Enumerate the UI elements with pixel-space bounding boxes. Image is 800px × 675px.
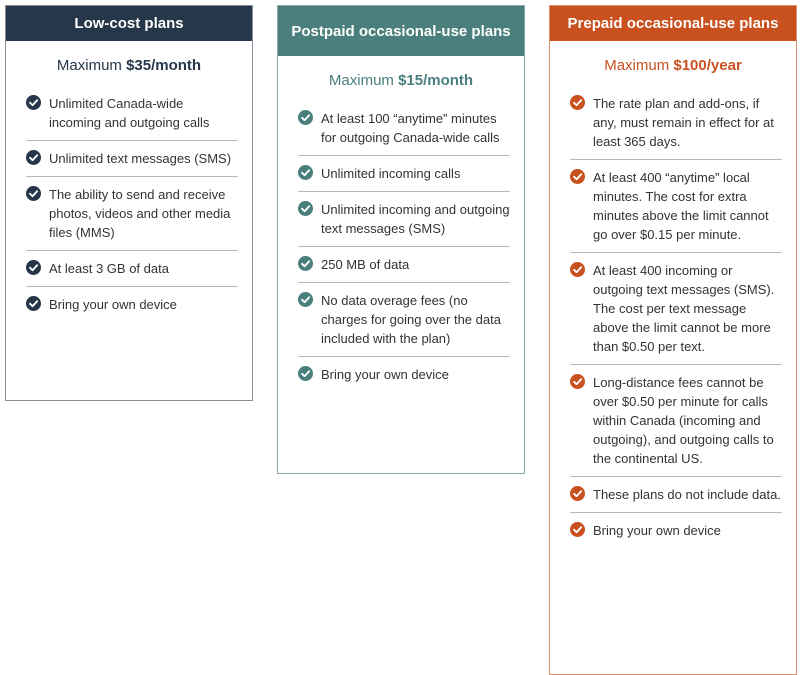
feature-item <box>570 365 782 477</box>
feature-list <box>278 109 524 392</box>
feature-text: At least 400 incoming or outgoing text messages (SMS). The cost per text message above the limit cannot be more than $0.50 per text. <box>593 263 775 354</box>
check-circle-icon <box>570 522 585 537</box>
check-circle-icon <box>298 256 313 271</box>
feature-text: Bring your own device <box>593 523 721 538</box>
check-circle-icon <box>298 110 313 125</box>
feature-text: Unlimited incoming and outgoing text messages (SMS) <box>321 202 510 236</box>
feature-text: No data overage fees (no charges for going over the data included with the plan) <box>321 293 501 346</box>
check-circle-icon <box>298 165 313 180</box>
feature-text: 250 MB of data <box>321 257 410 272</box>
check-circle-icon <box>570 262 585 277</box>
check-circle-icon <box>26 260 41 275</box>
price-line <box>278 72 524 89</box>
plan-card-postpaid <box>277 5 525 474</box>
price-value: $100/year <box>673 57 742 74</box>
check-circle-icon <box>570 374 585 389</box>
feature-item <box>298 247 510 283</box>
check-circle-icon <box>298 292 313 307</box>
plan-card-prepaid <box>549 5 797 675</box>
feature-item <box>298 109 510 156</box>
price-value: $15/month <box>398 72 474 89</box>
feature-item <box>26 141 238 177</box>
feature-text: At least 400 “anytime” local minutes. The cost for extra minutes above the limit cannot go over $0.15 per minute. <box>593 170 769 242</box>
feature-item <box>26 177 238 251</box>
feature-text: These plans do not include data. <box>593 487 781 502</box>
feature-text: The ability to send and receive photos, videos and other media files (MMS) <box>49 187 231 240</box>
feature-item <box>26 287 238 322</box>
price-line <box>550 57 796 74</box>
feature-item <box>298 192 510 247</box>
feature-item <box>298 357 510 392</box>
feature-item <box>298 156 510 192</box>
check-circle-icon <box>26 150 41 165</box>
feature-text: Long-distance fees cannot be over $0.50 per minute for calls within Canada (incoming and outgoing), and outgoing calls to the continental US. <box>593 375 774 466</box>
feature-text: Bring your own device <box>321 367 449 382</box>
card-title: Postpaid occasional-use plans <box>278 6 524 56</box>
plan-card-low-cost <box>5 5 253 401</box>
feature-item <box>570 253 782 365</box>
feature-item <box>570 160 782 253</box>
card-title: Low-cost plans <box>6 6 252 41</box>
price-prefix: Maximum <box>56 57 127 74</box>
check-circle-icon <box>570 486 585 501</box>
check-circle-icon <box>570 169 585 184</box>
feature-item <box>570 477 782 513</box>
feature-item <box>26 94 238 141</box>
check-circle-icon <box>26 95 41 110</box>
feature-item <box>570 513 782 548</box>
feature-list <box>6 94 252 322</box>
feature-item <box>570 94 782 160</box>
feature-text: Unlimited text messages (SMS) <box>49 151 232 166</box>
feature-text: Unlimited incoming calls <box>321 166 461 181</box>
check-circle-icon <box>570 95 585 110</box>
check-circle-icon <box>26 186 41 201</box>
feature-text: Bring your own device <box>49 297 177 312</box>
price-value: $35/month <box>126 57 202 74</box>
feature-text: Unlimited Canada-wide incoming and outgoing calls <box>49 96 210 130</box>
feature-text: At least 3 GB of data <box>49 261 169 276</box>
check-circle-icon <box>298 366 313 381</box>
feature-item <box>26 251 238 287</box>
price-prefix: Maximum <box>328 72 399 89</box>
feature-text: At least 100 “anytime” minutes for outgoing Canada-wide calls <box>321 111 500 145</box>
feature-item <box>298 283 510 357</box>
feature-text: The rate plan and add-ons, if any, must remain in effect for at least 365 days. <box>593 96 774 149</box>
check-circle-icon <box>298 201 313 216</box>
price-line <box>6 57 252 74</box>
price-prefix: Maximum <box>604 57 674 74</box>
feature-list <box>550 94 796 548</box>
check-circle-icon <box>26 296 41 311</box>
card-title: Prepaid occasional-use plans <box>550 6 796 41</box>
